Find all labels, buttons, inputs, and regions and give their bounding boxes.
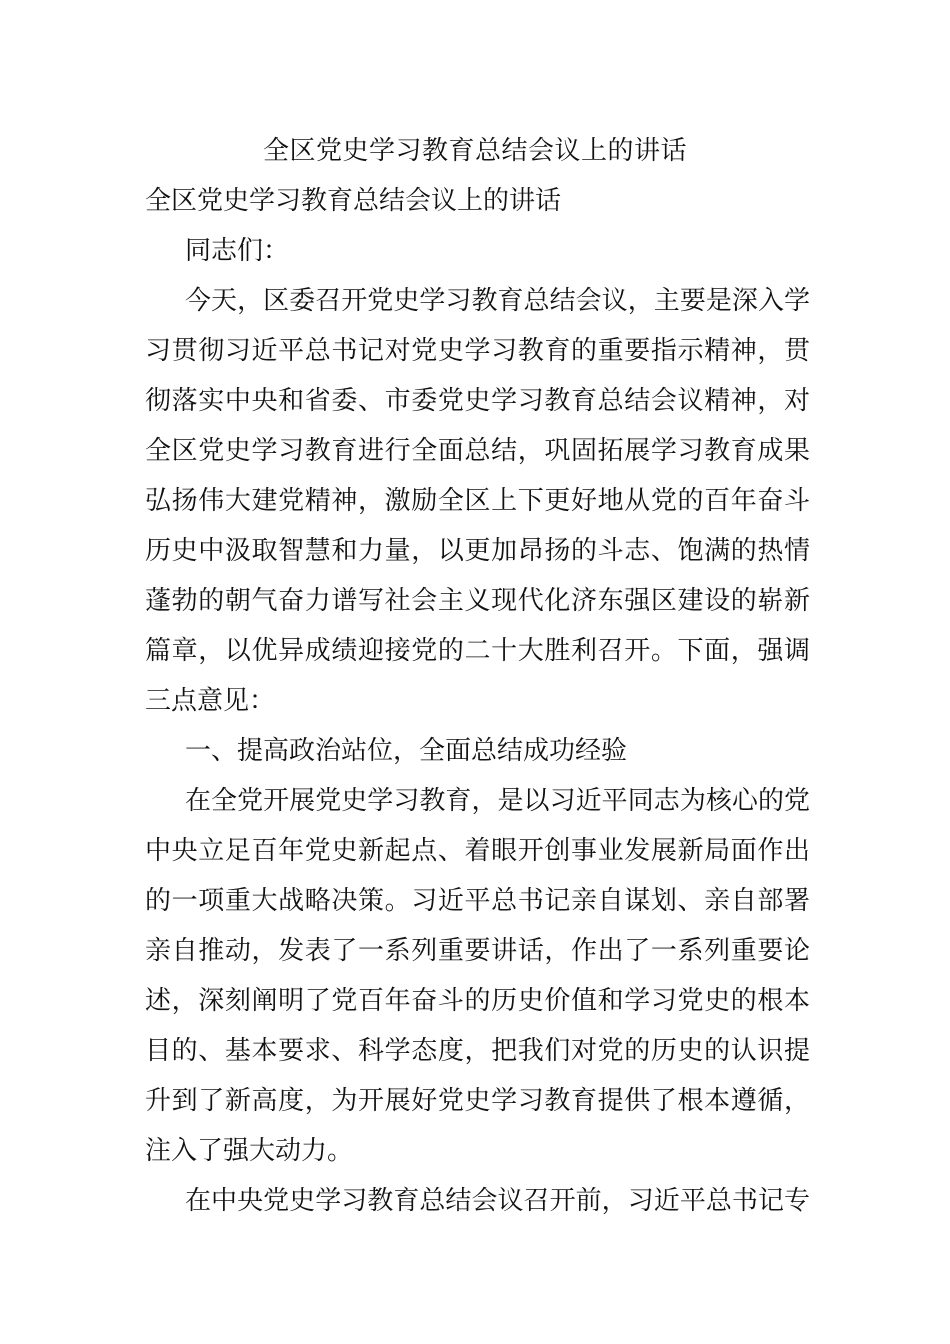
paragraph-3-line-1: 在中央党史学习教育总结会议召开前，习近平总书记专 [185, 1186, 810, 1216]
paragraph-1-line-6: 历史中汲取智慧和力量，以更加昂扬的斗志、饱满的热情 [145, 536, 810, 566]
section-heading-1: 一、提高政治站位，全面总结成功经验 [185, 736, 628, 766]
paragraph-2-line-3: 的一项重大战略决策。习近平总书记亲自谋划、亲自部署 [145, 886, 810, 916]
paragraph-1-line-3: 彻落实中央和省委、市委党史学习教育总结会议精神，对 [145, 386, 810, 416]
paragraph-2-line-8: 注入了强大动力。 [145, 1136, 354, 1166]
paragraph-2-line-5: 述，深刻阐明了党百年奋斗的历史价值和学习党史的根本 [145, 986, 810, 1016]
paragraph-2-line-2: 中央立足百年党史新起点、着眼开创事业发展新局面作出 [145, 836, 810, 866]
paragraph-1-line-1: 今天，区委召开党史学习教育总结会议，主要是深入学 [185, 286, 810, 316]
paragraph-1-line-8: 篇章，以优异成绩迎接党的二十大胜利召开。下面，强调 [145, 636, 810, 666]
document-title: 全区党史学习教育总结会议上的讲话 [262, 136, 687, 166]
paragraph-1-line-4: 全区党史学习教育进行全面总结，巩固拓展学习教育成果 [145, 436, 810, 466]
paragraph-2-line-6: 目的、基本要求、科学态度，把我们对党的历史的认识提 [145, 1036, 810, 1066]
paragraph-1-line-9: 三点意见： [145, 686, 276, 716]
paragraph-2-line-4: 亲自推动，发表了一系列重要讲话，作出了一系列重要论 [145, 936, 810, 966]
paragraph-1-line-2: 习贯彻习近平总书记对党史学习教育的重要指示精神，贯 [145, 336, 810, 366]
paragraph-1-line-5: 弘扬伟大建党精神，激励全区上下更好地从党的百年奋斗 [145, 486, 810, 516]
paragraph-2-line-1: 在全党开展党史学习教育，是以习近平同志为核心的党 [185, 786, 810, 816]
paragraph-1-line-7: 蓬勃的朝气奋力谱写社会主义现代化济东强区建设的崭新 [145, 586, 810, 616]
document-subtitle: 全区党史学习教育总结会议上的讲话 [145, 186, 562, 216]
paragraph-2-line-7: 升到了新高度，为开展好党史学习教育提供了根本遵循， [145, 1086, 810, 1116]
salutation: 同志们： [185, 236, 290, 266]
